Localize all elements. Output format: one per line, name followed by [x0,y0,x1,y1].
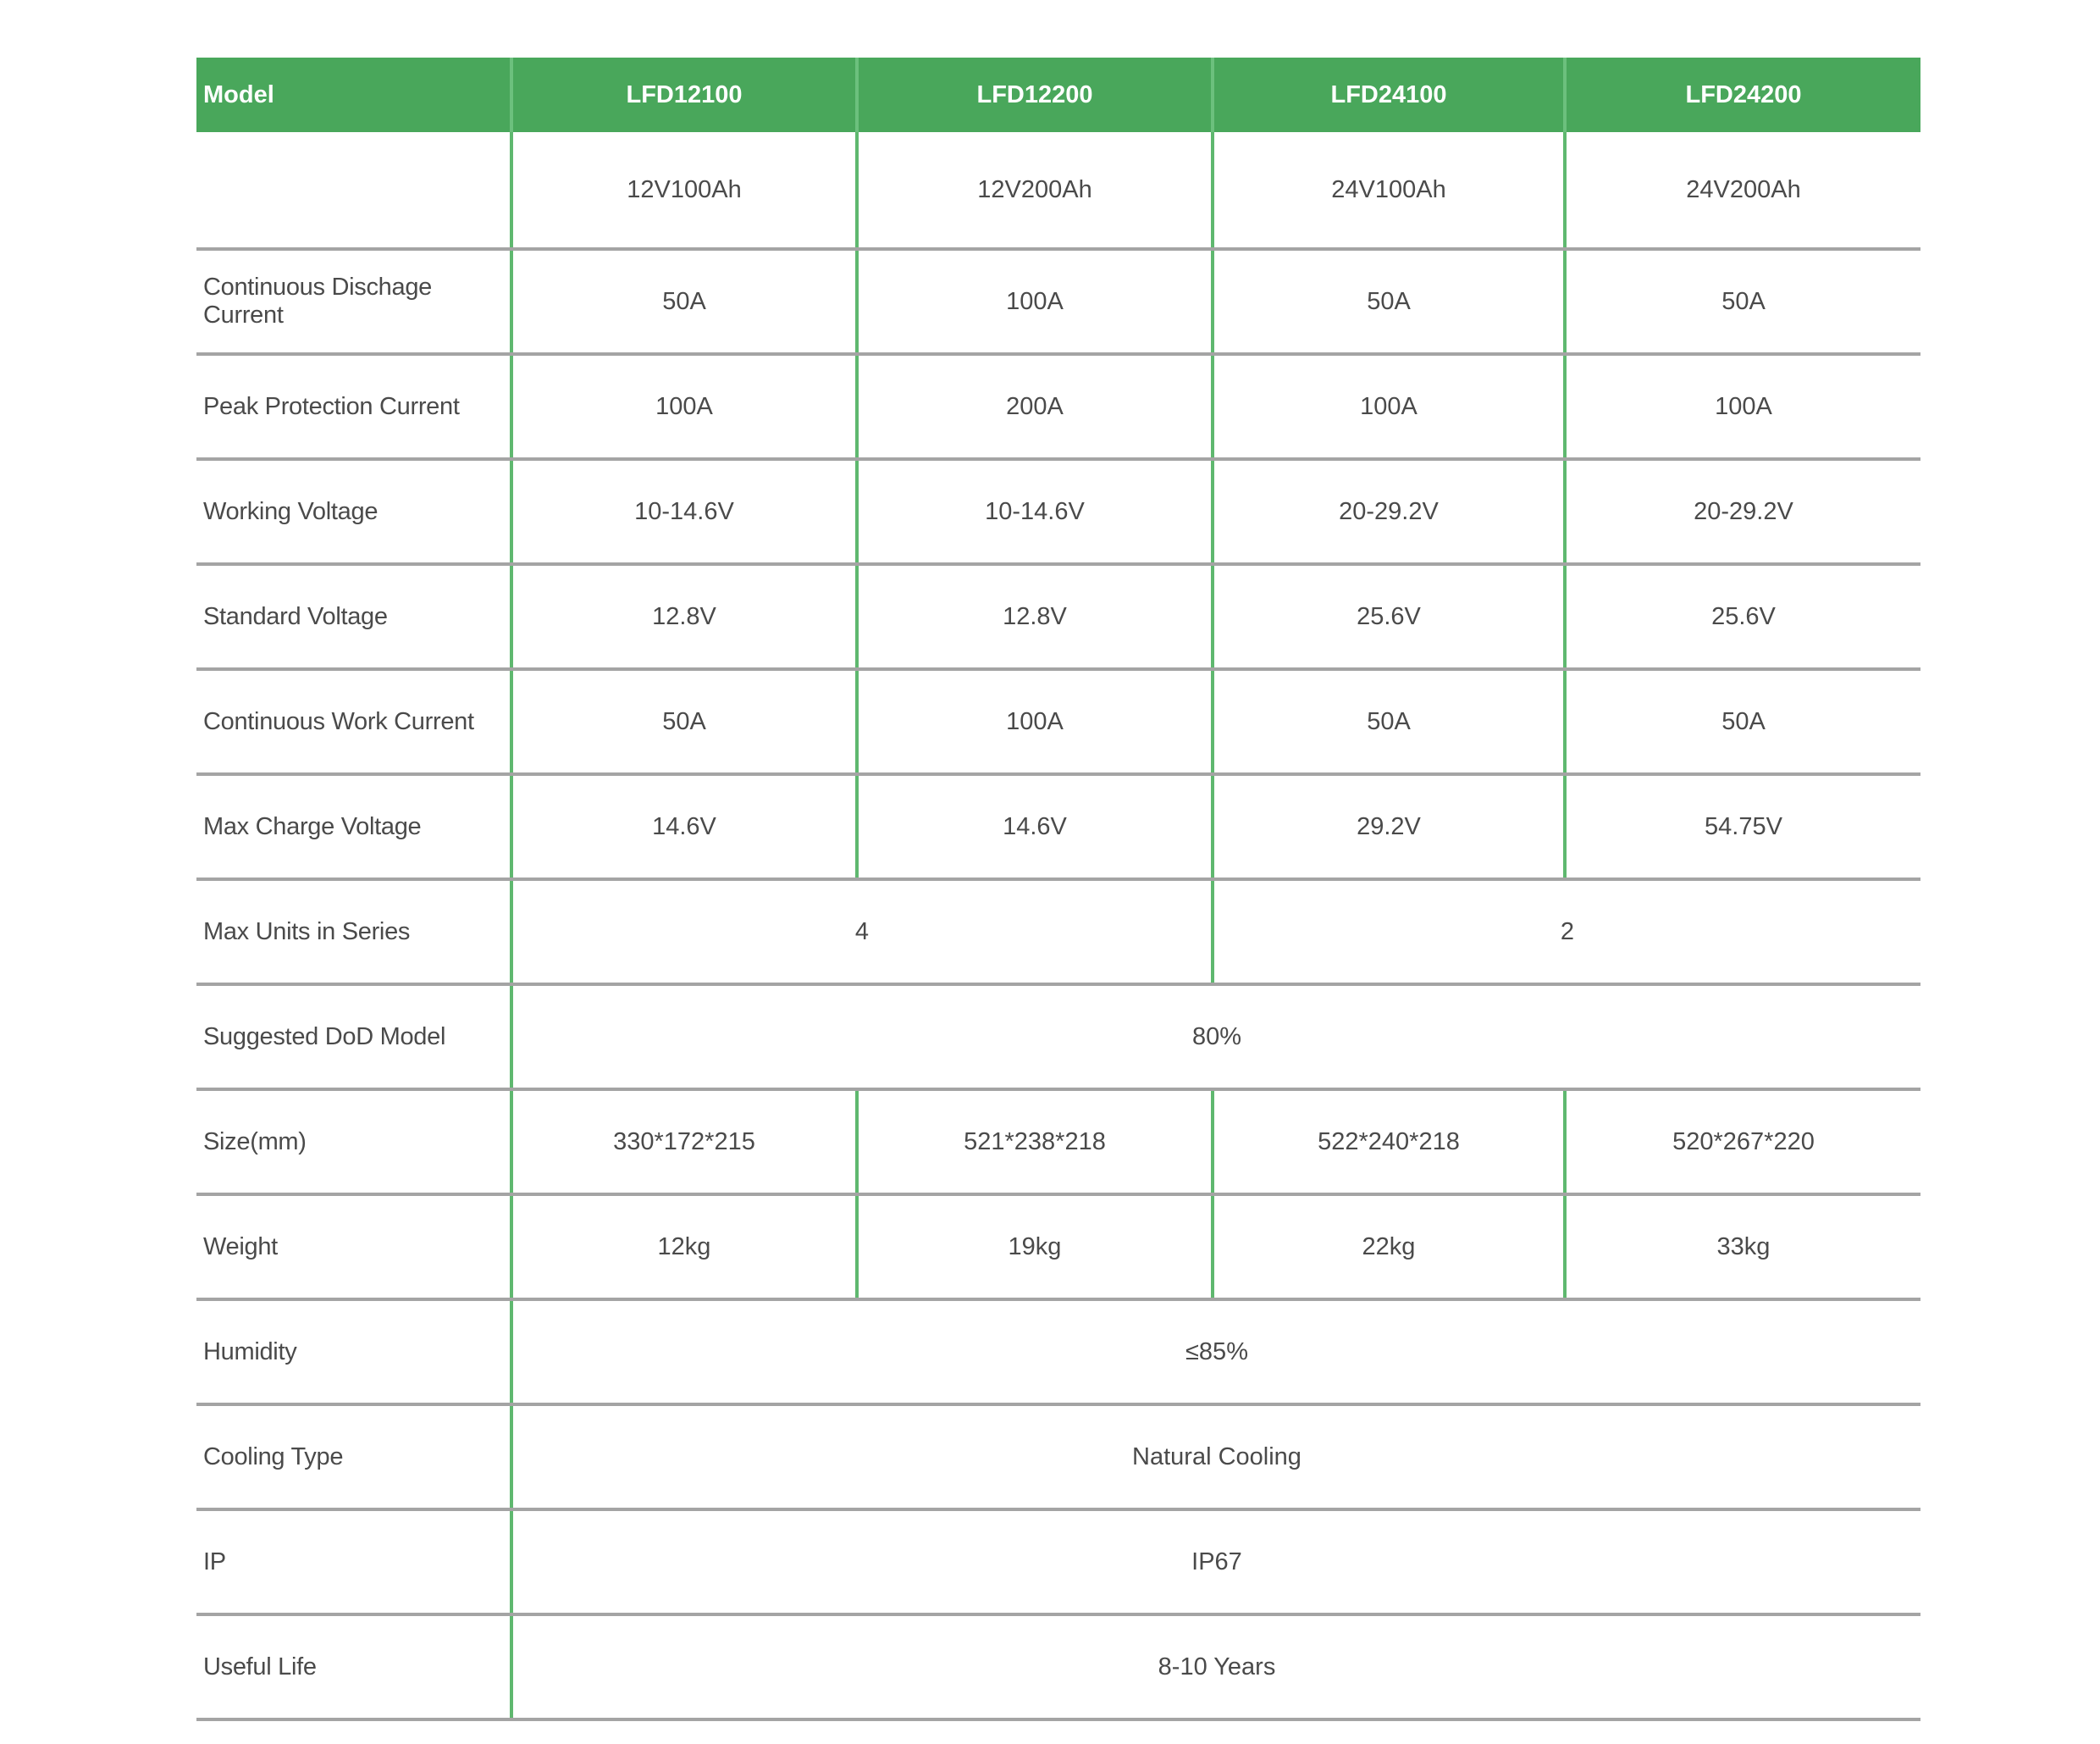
row-label: Suggested DoD Model [196,984,511,1089]
row-ip [196,1509,1920,1614]
row-label: Continuous Work Current [196,669,511,774]
cell: 50A [1213,669,1565,774]
row-humidity [196,1299,1920,1404]
row-label: Size(mm) [196,1089,511,1194]
header-lfd12200: LFD12200 [857,58,1213,132]
cell: 10-14.6V [511,459,857,564]
row-label: Continuous Dischage Current [196,249,511,354]
cell-all-models: Natural Cooling [511,1404,1920,1509]
spec-table [196,58,1920,1721]
row-label: Humidity [196,1299,511,1404]
row-label: Working Voltage [196,459,511,564]
header-lfd12100: LFD12100 [511,58,857,132]
cell: 50A [1213,249,1565,354]
cell: 100A [1565,354,1920,459]
cell: 330*172*215 [511,1089,857,1194]
row-standard-voltage [196,564,1920,669]
row-label: Standard Voltage [196,564,511,669]
row-label: Cooling Type [196,1404,511,1509]
cell: 12kg [511,1194,857,1299]
header-lfd24100: LFD24100 [1213,58,1565,132]
cell-all-models: 8-10 Years [511,1614,1920,1719]
cell: 200A [857,354,1213,459]
row-label: Weight [196,1194,511,1299]
cell: 50A [511,669,857,774]
header-row [196,58,1920,132]
cell: 522*240*218 [1213,1089,1565,1194]
header-model-label: Model [196,58,511,132]
cell: 22kg [1213,1194,1565,1299]
cell: 100A [857,669,1213,774]
cell-12v-group: 4 [511,879,1213,984]
cell-all-models: 80% [511,984,1920,1089]
cell: 50A [1565,669,1920,774]
row-size [196,1089,1920,1194]
row-max-units-series [196,879,1920,984]
cell: 100A [857,249,1213,354]
cell: 24V100Ah [1213,132,1565,249]
cell: 100A [511,354,857,459]
cell: 50A [1565,249,1920,354]
row-peak-protection [196,354,1920,459]
row-useful-life [196,1614,1920,1719]
row-label [196,132,511,249]
cell: 520*267*220 [1565,1089,1920,1194]
cell: 20-29.2V [1213,459,1565,564]
cell: 14.6V [857,774,1213,879]
row-capacity [196,132,1920,249]
row-continuous-work [196,669,1920,774]
cell: 20-29.2V [1565,459,1920,564]
cell-all-models: IP67 [511,1509,1920,1614]
cell: 12.8V [857,564,1213,669]
row-label: Peak Protection Current [196,354,511,459]
cell: 100A [1213,354,1565,459]
cell: 19kg [857,1194,1213,1299]
cell: 33kg [1565,1194,1920,1299]
cell: 12V100Ah [511,132,857,249]
row-max-charge-voltage [196,774,1920,879]
cell: 14.6V [511,774,857,879]
cell: 24V200Ah [1565,132,1920,249]
row-label: Max Charge Voltage [196,774,511,879]
row-cooling-type [196,1404,1920,1509]
cell-all-models: ≤85% [511,1299,1920,1404]
row-label: Max Units in Series [196,879,511,984]
cell-24v-group: 2 [1213,879,1920,984]
cell: 50A [511,249,857,354]
cell: 25.6V [1565,564,1920,669]
row-label: IP [196,1509,511,1614]
cell: 12.8V [511,564,857,669]
header-lfd24200: LFD24200 [1565,58,1920,132]
cell: 12V200Ah [857,132,1213,249]
cell: 521*238*218 [857,1089,1213,1194]
row-label: Useful Life [196,1614,511,1719]
cell: 54.75V [1565,774,1920,879]
row-suggested-dod [196,984,1920,1089]
cell: 25.6V [1213,564,1565,669]
row-working-voltage [196,459,1920,564]
row-weight [196,1194,1920,1299]
row-continuous-discharge [196,249,1920,354]
cell: 29.2V [1213,774,1565,879]
cell: 10-14.6V [857,459,1213,564]
